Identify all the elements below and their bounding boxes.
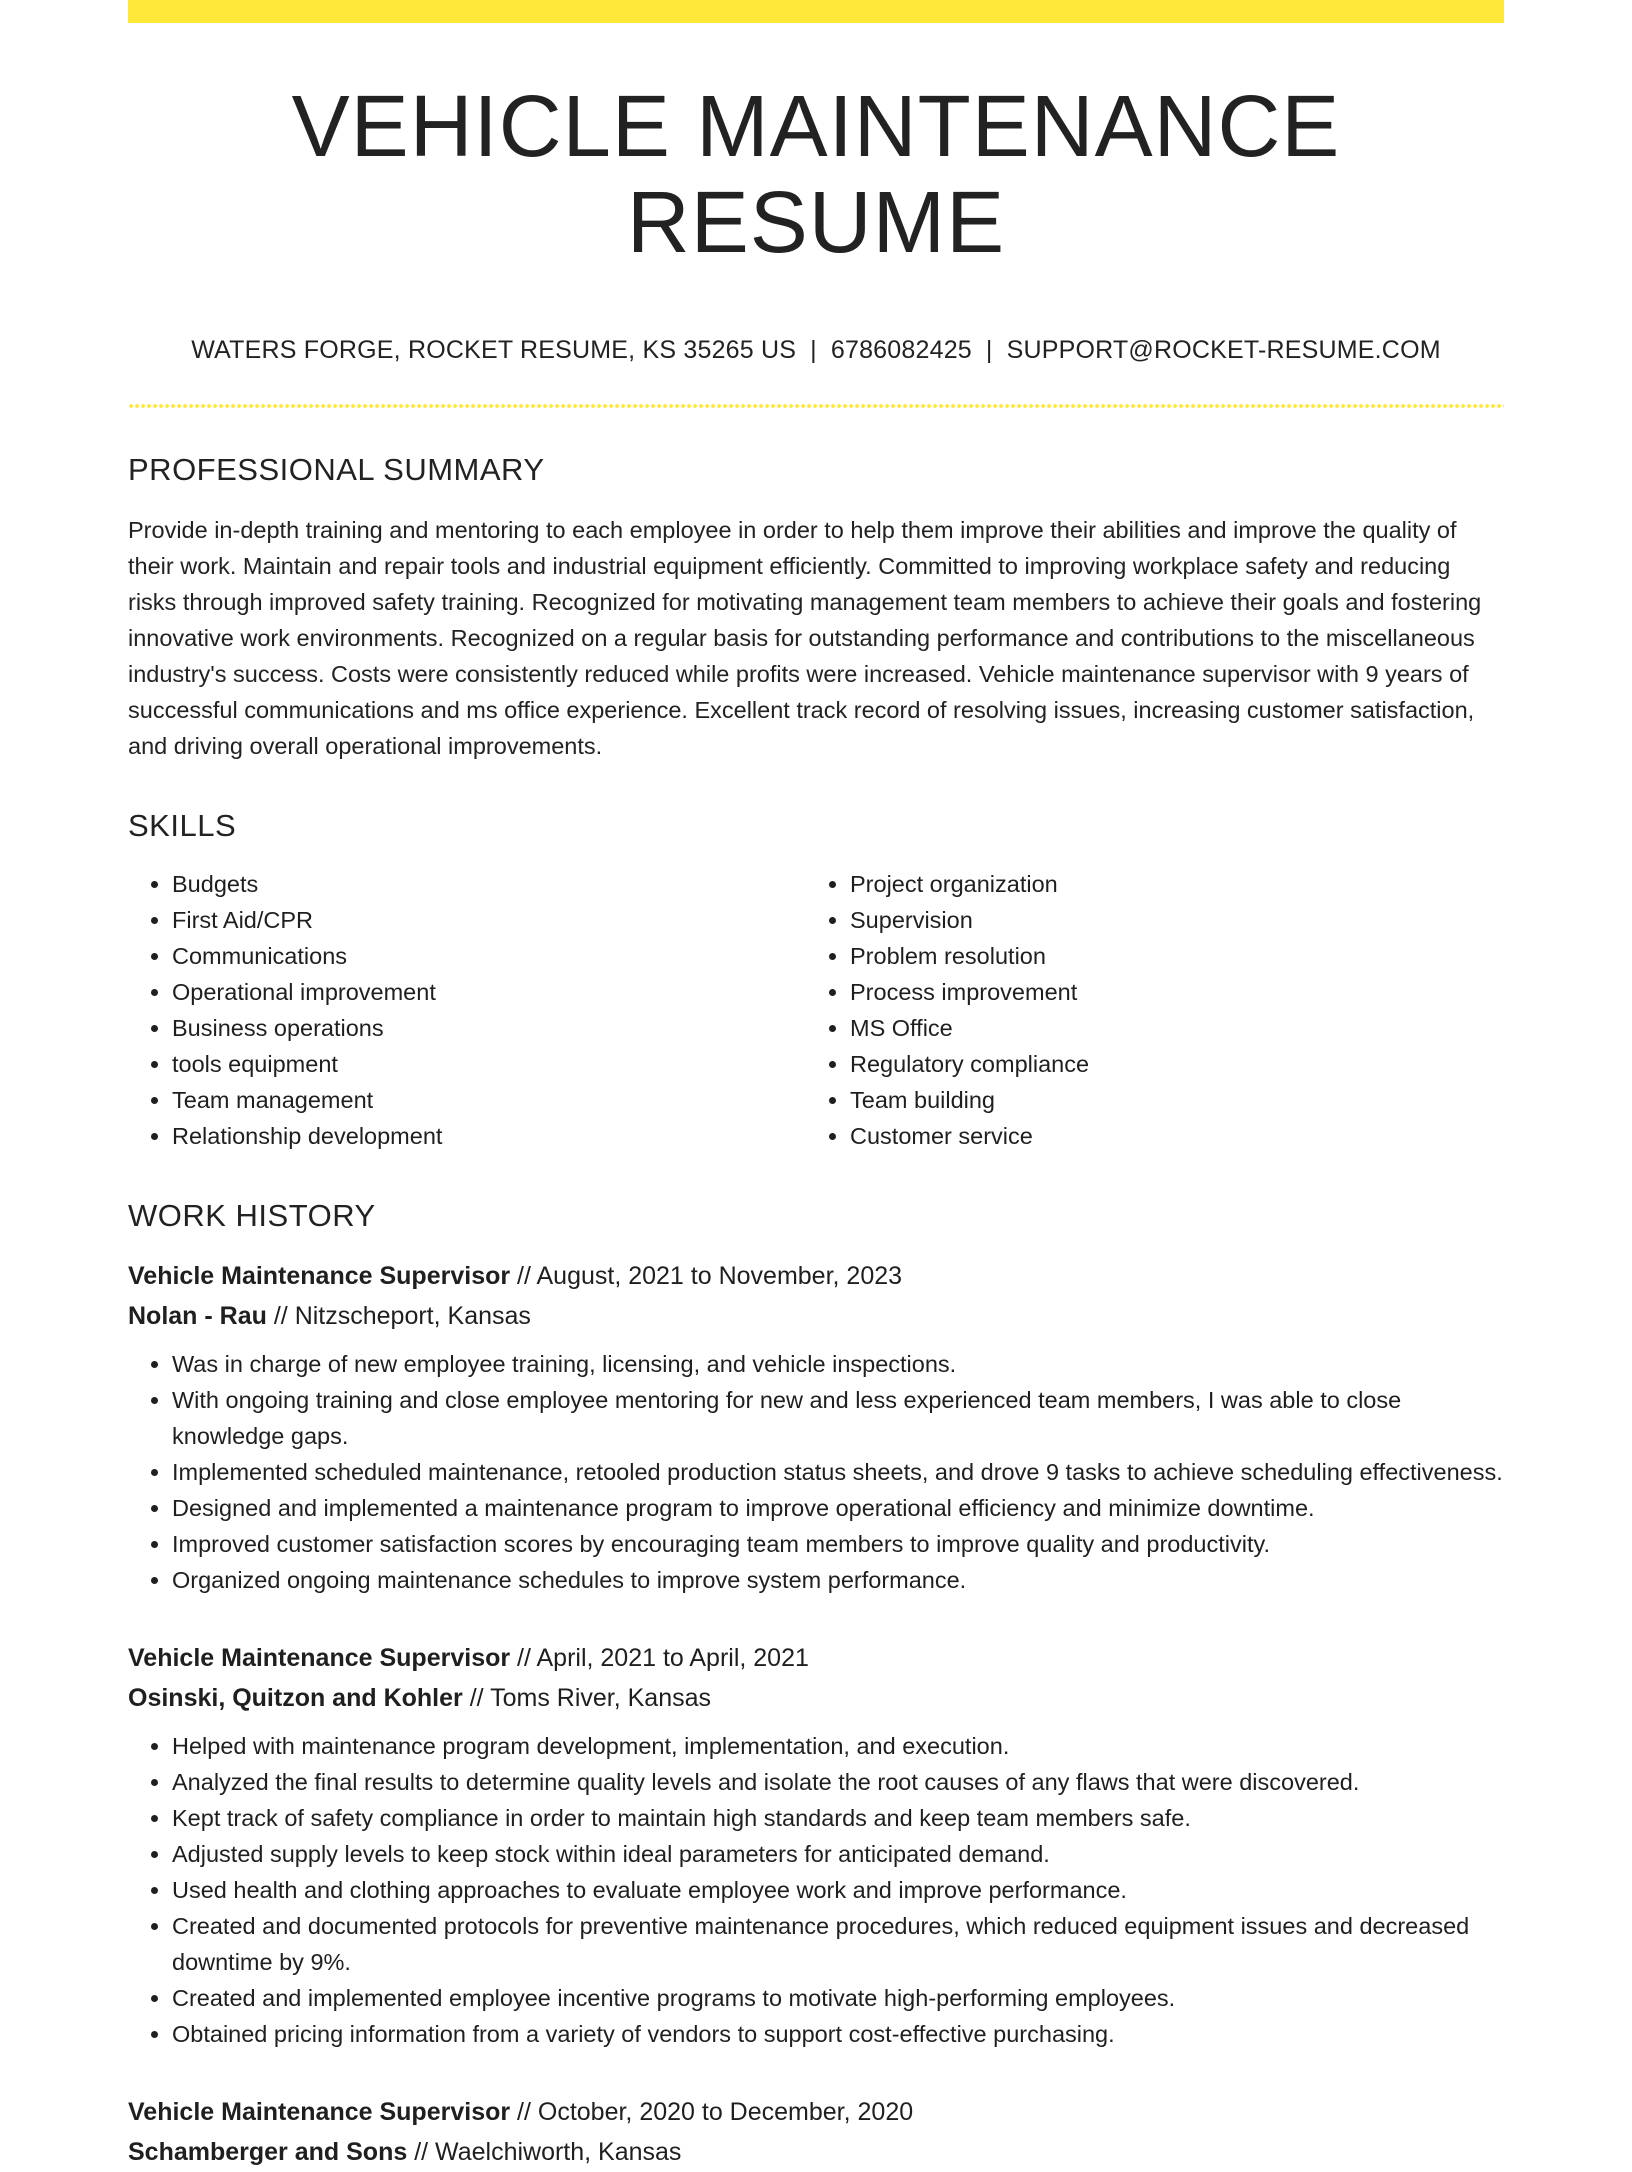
- job-company-line: [128, 2132, 1504, 2172]
- job-company: Schamberger and Sons: [128, 2138, 408, 2167]
- skill-item: • Project organization: [850, 866, 1484, 902]
- job-company-line: [128, 1296, 1504, 1336]
- job-bullet: • Implemented scheduled maintenance, retooled production status sheets, and drove 9 tasks to achieve scheduling effectiveness.: [172, 1454, 1504, 1490]
- job-bullet: • Analyzed the final results to determine quality levels and isolate the root causes of any flaws that were discovered.: [172, 1764, 1504, 1800]
- job-dates: // October, 2020 to December, 2020: [510, 2098, 914, 2127]
- work-history-section: [128, 1198, 1504, 2172]
- job-title-line: [128, 2092, 1504, 2132]
- accent-top-bar: [128, 0, 1504, 23]
- job-entry: [128, 2092, 1504, 2172]
- job-title-line: [128, 1256, 1504, 1296]
- job-location: // Waelchiworth, Kansas: [407, 2138, 682, 2167]
- skill-item: • MS Office: [850, 1010, 1484, 1046]
- skill-item: • Team management: [172, 1082, 806, 1118]
- job-company: Osinski, Quitzon and Kohler: [128, 1684, 463, 1713]
- job-dates: // April, 2021 to April, 2021: [510, 1644, 809, 1673]
- job-title-line: [128, 1638, 1504, 1678]
- skill-item: • Business operations: [172, 1010, 806, 1046]
- job-entry: [128, 1638, 1504, 2052]
- skill-item: • First Aid/CPR: [172, 902, 806, 938]
- job-company: Nolan - Rau: [128, 1302, 267, 1331]
- skill-item: • Supervision: [850, 902, 1484, 938]
- job-title: Vehicle Maintenance Supervisor: [128, 1262, 511, 1291]
- job-bullet: • Improved customer satisfaction scores by encouraging team members to improve quality and productivity.: [172, 1526, 1504, 1562]
- skills-section: [128, 808, 1504, 1154]
- job-bullet: • Was in charge of new employee training, licensing, and vehicle inspections.: [172, 1346, 1504, 1382]
- job-dates: // August, 2021 to November, 2023: [510, 1262, 903, 1291]
- work-history-heading: WORK HISTORY: [128, 1198, 376, 1234]
- job-location: // Toms River, Kansas: [462, 1684, 712, 1713]
- contact-separator: |: [810, 336, 817, 365]
- job-bullet: • Used health and clothing approaches to evaluate employee work and improve performance.: [172, 1872, 1504, 1908]
- job-bullets: [128, 1346, 1504, 1598]
- job-bullet: • Adjusted supply levels to keep stock within ideal parameters for anticipated demand.: [172, 1836, 1504, 1872]
- summary-heading: PROFESSIONAL SUMMARY: [128, 452, 545, 488]
- skills-heading: SKILLS: [128, 808, 237, 844]
- contact-email: SUPPORT@ROCKET-RESUME.COM: [1006, 336, 1441, 365]
- job-bullet: • Designed and implemented a maintenance program to improve operational efficiency and minimize downtime.: [172, 1490, 1504, 1526]
- summary-text: Provide in-depth training and mentoring to each employee in order to help them improve their abilities and improve the quality of their work. Maintain and repair tools and industrial equipment efficiently. Committed to improving workplace safety and reducing risks through improved safety training. Recognized for motivating management team members to achieve their goals and fostering innovative work environments. Recognized on a regular basis for outstanding performance and contributions to the miscellaneous industry's success. Costs were consistently reduced while profits were increased. Vehicle maintenance supervisor with 9 years of successful communications and ms office experience. Excellent track record of resolving issues, increasing customer satisfaction, and driving overall operational improvements.: [128, 517, 1482, 760]
- job-bullet: • Obtained pricing information from a variety of vendors to support cost-effective purchasing.: [172, 2016, 1504, 2052]
- dotted-divider: [128, 404, 1504, 408]
- job-bullet: • Created and implemented employee incentive programs to motivate high-performing employees.: [172, 1980, 1504, 2016]
- skill-item: • Budgets: [172, 866, 806, 902]
- skill-item: • Team building: [850, 1082, 1484, 1118]
- resume-page: [128, 0, 1504, 2172]
- contact-address: WATERS FORGE, ROCKET RESUME, KS 35265 US: [191, 336, 797, 365]
- job-bullet: • With ongoing training and close employee mentoring for new and less experienced team members, I was able to close knowledge gaps.: [172, 1382, 1504, 1454]
- job-bullets: [128, 1728, 1504, 2052]
- skill-item: • Operational improvement: [172, 974, 806, 1010]
- skill-item: • Problem resolution: [850, 938, 1484, 974]
- skill-item: • Customer service: [850, 1118, 1484, 1154]
- job-title: Vehicle Maintenance Supervisor: [128, 1644, 511, 1673]
- skill-item: • tools equipment: [172, 1046, 806, 1082]
- skills-columns: [128, 866, 1504, 1154]
- skill-item: • Relationship development: [172, 1118, 806, 1154]
- job-bullet: • Organized ongoing maintenance schedules to improve system performance.: [172, 1562, 1504, 1598]
- contact-line: [128, 336, 1504, 365]
- job-location: // Nitzscheport, Kansas: [266, 1302, 531, 1331]
- skill-item: • Regulatory compliance: [850, 1046, 1484, 1082]
- skills-list-left: [128, 866, 806, 1154]
- job-bullet: • Helped with maintenance program development, implementation, and execution.: [172, 1728, 1504, 1764]
- resume-title: VEHICLE MAINTENANCE RESUME: [291, 78, 1341, 271]
- job-bullet: • Kept track of safety compliance in order to maintain high standards and keep team members safe.: [172, 1800, 1504, 1836]
- job-bullet: • Created and documented protocols for preventive maintenance procedures, which reduced equipment issues and decreased downtime by 9%.: [172, 1908, 1504, 1980]
- summary-section: [128, 452, 1504, 764]
- contact-phone: 6786082425: [830, 336, 972, 365]
- job-company-line: [128, 1678, 1504, 1718]
- skill-item: • Process improvement: [850, 974, 1484, 1010]
- job-entry: [128, 1256, 1504, 1598]
- skill-item: • Communications: [172, 938, 806, 974]
- skills-list-right: [806, 866, 1484, 1154]
- job-title: Vehicle Maintenance Supervisor: [128, 2098, 511, 2127]
- contact-separator: |: [985, 336, 993, 365]
